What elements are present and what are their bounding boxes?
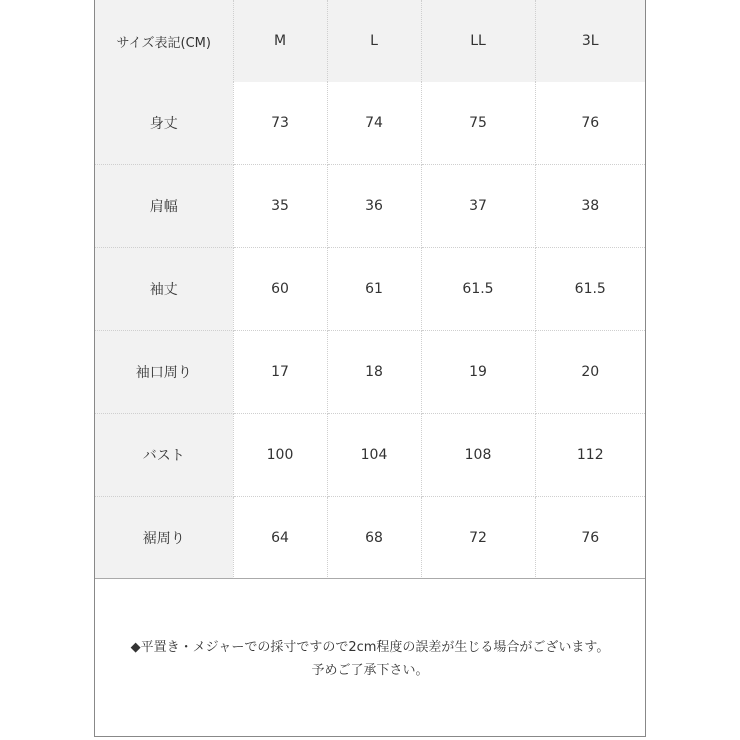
table-cell: 75	[421, 82, 535, 165]
measurement-note	[95, 636, 645, 682]
row-label: バスト	[95, 414, 233, 497]
size-label-header: サイズ表記(CM)	[95, 0, 233, 82]
note-line-1: ◆平置き・メジャーでの採寸ですので2cm程度の誤差が生じる場合がございます。	[130, 640, 610, 655]
table-row	[95, 165, 645, 248]
table-cell: 73	[233, 82, 327, 165]
table-row	[95, 82, 645, 165]
table-cell: 37	[421, 165, 535, 248]
size-chart-frame	[94, 0, 646, 737]
table-row	[95, 497, 645, 580]
table-divider	[95, 578, 645, 579]
row-label: 身丈	[95, 82, 233, 165]
table-cell: 61.5	[421, 248, 535, 331]
table-cell: 20	[535, 331, 645, 414]
column-header-ll: LL	[421, 0, 535, 82]
table-cell: 72	[421, 497, 535, 580]
table-cell: 68	[327, 497, 421, 580]
row-label: 袖丈	[95, 248, 233, 331]
row-label: 肩幅	[95, 165, 233, 248]
table-cell: 112	[535, 414, 645, 497]
table-cell: 17	[233, 331, 327, 414]
table-cell: 35	[233, 165, 327, 248]
table-cell: 74	[327, 82, 421, 165]
table-cell: 100	[233, 414, 327, 497]
column-header-l: L	[327, 0, 421, 82]
row-label: 袖口周り	[95, 331, 233, 414]
table-cell: 76	[535, 82, 645, 165]
table-cell: 60	[233, 248, 327, 331]
table-row	[95, 331, 645, 414]
table-header-row	[95, 0, 645, 82]
table-cell: 19	[421, 331, 535, 414]
column-header-3l: 3L	[535, 0, 645, 82]
table-cell: 61	[327, 248, 421, 331]
table-row	[95, 414, 645, 497]
column-header-m: M	[233, 0, 327, 82]
table-cell: 108	[421, 414, 535, 497]
table-cell: 18	[327, 331, 421, 414]
row-label: 裾周り	[95, 497, 233, 580]
table-cell: 64	[233, 497, 327, 580]
table-cell: 104	[327, 414, 421, 497]
note-line-2: 予めご了承下さい。	[311, 663, 429, 678]
table-cell: 36	[327, 165, 421, 248]
size-table	[95, 0, 645, 579]
table-cell: 76	[581, 530, 600, 546]
table-cell: 38	[535, 165, 645, 248]
table-cell: 61.5	[535, 248, 645, 331]
table-row	[95, 248, 645, 331]
